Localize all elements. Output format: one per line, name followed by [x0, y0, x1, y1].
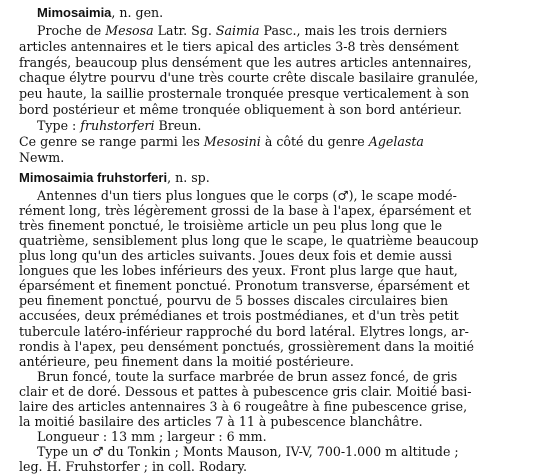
- text-segment: à côté du genre: [260, 134, 369, 149]
- text-segment: Longueur : 13 mm ; largeur : 6 mm.: [37, 429, 267, 444]
- species-text-line: [19, 308, 459, 323]
- text-segment: Type un ♂ du Tonkin ; Monts Mauson, IV-V, 700-1.000 m altitude ;: [37, 444, 459, 459]
- text-segment: Antennes d'un tiers plus longues que le corps (♂), le scape modé-: [37, 188, 457, 203]
- species-text-line: [19, 203, 471, 218]
- species-text-line: [19, 248, 452, 263]
- species-text-line: [19, 324, 469, 339]
- text-segment: laire des articles antennaires 3 à 6 rougeâtre à fine pubescence grise,: [19, 399, 468, 414]
- text-segment: chaque élytre pourvu d'une très courte crête discale basilaire granulée,: [19, 70, 479, 85]
- text-segment: Brun foncé, toute la surface marbrée de brun assez foncé, de gris: [37, 369, 458, 384]
- genus-text-line: [19, 86, 469, 101]
- italic-taxon-name: Saimia: [215, 23, 260, 38]
- text-segment: Pasc., mais les trois derniers: [259, 23, 448, 38]
- species-text-line: [19, 414, 423, 429]
- genus-heading-suffix: , n. gen.: [111, 5, 164, 20]
- genus-text-line: [19, 102, 462, 117]
- genus-text-line: [19, 134, 424, 149]
- text-segment: bord postérieur et même tronquée obliquement à son bord antérieur.: [19, 102, 462, 117]
- species-text-line: [19, 354, 354, 369]
- italic-taxon-name: Mesosini: [203, 134, 261, 149]
- text-segment: peu finement ponctué, pourvu de 5 bosses discales circulaires bien: [19, 293, 449, 308]
- italic-taxon-name: fruhstorferi: [80, 118, 155, 133]
- text-segment: longues que les lobes inférieurs des yeux. Front plus large que haut,: [19, 263, 458, 278]
- genus-text-line: [19, 55, 472, 70]
- species-text-line: [37, 444, 459, 459]
- text-segment: Breun.: [154, 118, 202, 133]
- species-text-line: [19, 278, 470, 293]
- species-text-line: [19, 263, 458, 278]
- species-text-line: [19, 218, 442, 233]
- text-segment: rondis à l'apex, peu densément ponctués, grossièrement dans la moitié: [19, 339, 474, 354]
- species-text-line: [37, 429, 267, 444]
- text-segment: articles antennaires et le tiers apical des articles 3-8 très densément: [19, 39, 459, 54]
- species-text-line: [19, 293, 448, 308]
- genus-text-line: [37, 118, 201, 133]
- text-segment: leg. H. Fruhstorfer ; in coll. Rodary.: [19, 459, 247, 474]
- text-segment: accusées, deux prémédianes et trois postmédianes, et d'un très petit: [19, 308, 459, 323]
- text-segment: éparsément et finement ponctué. Pronotum transverse, éparsément et: [19, 278, 470, 293]
- species-text-line: [37, 188, 457, 203]
- species-name: Mimosaimia fruhstorferi: [19, 170, 168, 185]
- text-segment: clair et de doré. Dessous et pattes à pubescence gris clair. Moitié basi-: [19, 384, 472, 399]
- species-text-line: [37, 369, 457, 384]
- genus-text-line: [19, 39, 459, 54]
- genus-text-line: [37, 23, 447, 38]
- species-text-line: [19, 399, 467, 414]
- text-segment: Latr. Sg.: [153, 23, 216, 38]
- text-segment: la moitié basilaire des articles 7 à 11 à pubescence blanchâtre.: [19, 414, 423, 429]
- italic-taxon-name: Mesosa: [105, 23, 154, 38]
- species-heading: [19, 170, 210, 185]
- text-segment: plus long qu'un des articles suivants. Joues deux fois et demie aussi: [19, 248, 452, 263]
- text-segment: peu haute, la saillie prosternale tronquée presque verticalement à son: [19, 86, 470, 101]
- text-segment: tubercule latéro-inférieur rapproché du bord latéral. Elytres longs, ar-: [19, 324, 469, 339]
- italic-taxon-name: Agelasta: [368, 134, 424, 149]
- species-text-line: [19, 384, 472, 399]
- text-segment: rément long, très légèrement grossi de la base à l'apex, éparsément et: [19, 203, 472, 218]
- genus-text-line: [19, 70, 478, 85]
- genus-text-line: [19, 150, 64, 165]
- species-text-line: [19, 233, 478, 248]
- genus-heading: [37, 5, 163, 20]
- text-segment: très finement ponctué, le troisième article un peu plus long que le: [19, 218, 443, 233]
- text-segment: Newm.: [19, 150, 65, 165]
- text-segment: Proche de: [37, 23, 106, 38]
- text-segment: antérieure, peu finement dans la moitié postérieure.: [19, 354, 354, 369]
- text-segment: quatrième, sensiblement plus long que le scape, le quatrième beaucoup: [19, 233, 479, 248]
- text-segment: Ce genre se range parmi les: [19, 134, 204, 149]
- species-heading-suffix: , n. sp.: [167, 170, 210, 185]
- text-segment: frangés, beaucoup plus densément que les autres articles antennaires,: [19, 55, 472, 70]
- genus-name: Mimosaimia: [37, 5, 112, 20]
- species-text-line: [19, 339, 474, 354]
- text-segment: Type :: [37, 118, 81, 133]
